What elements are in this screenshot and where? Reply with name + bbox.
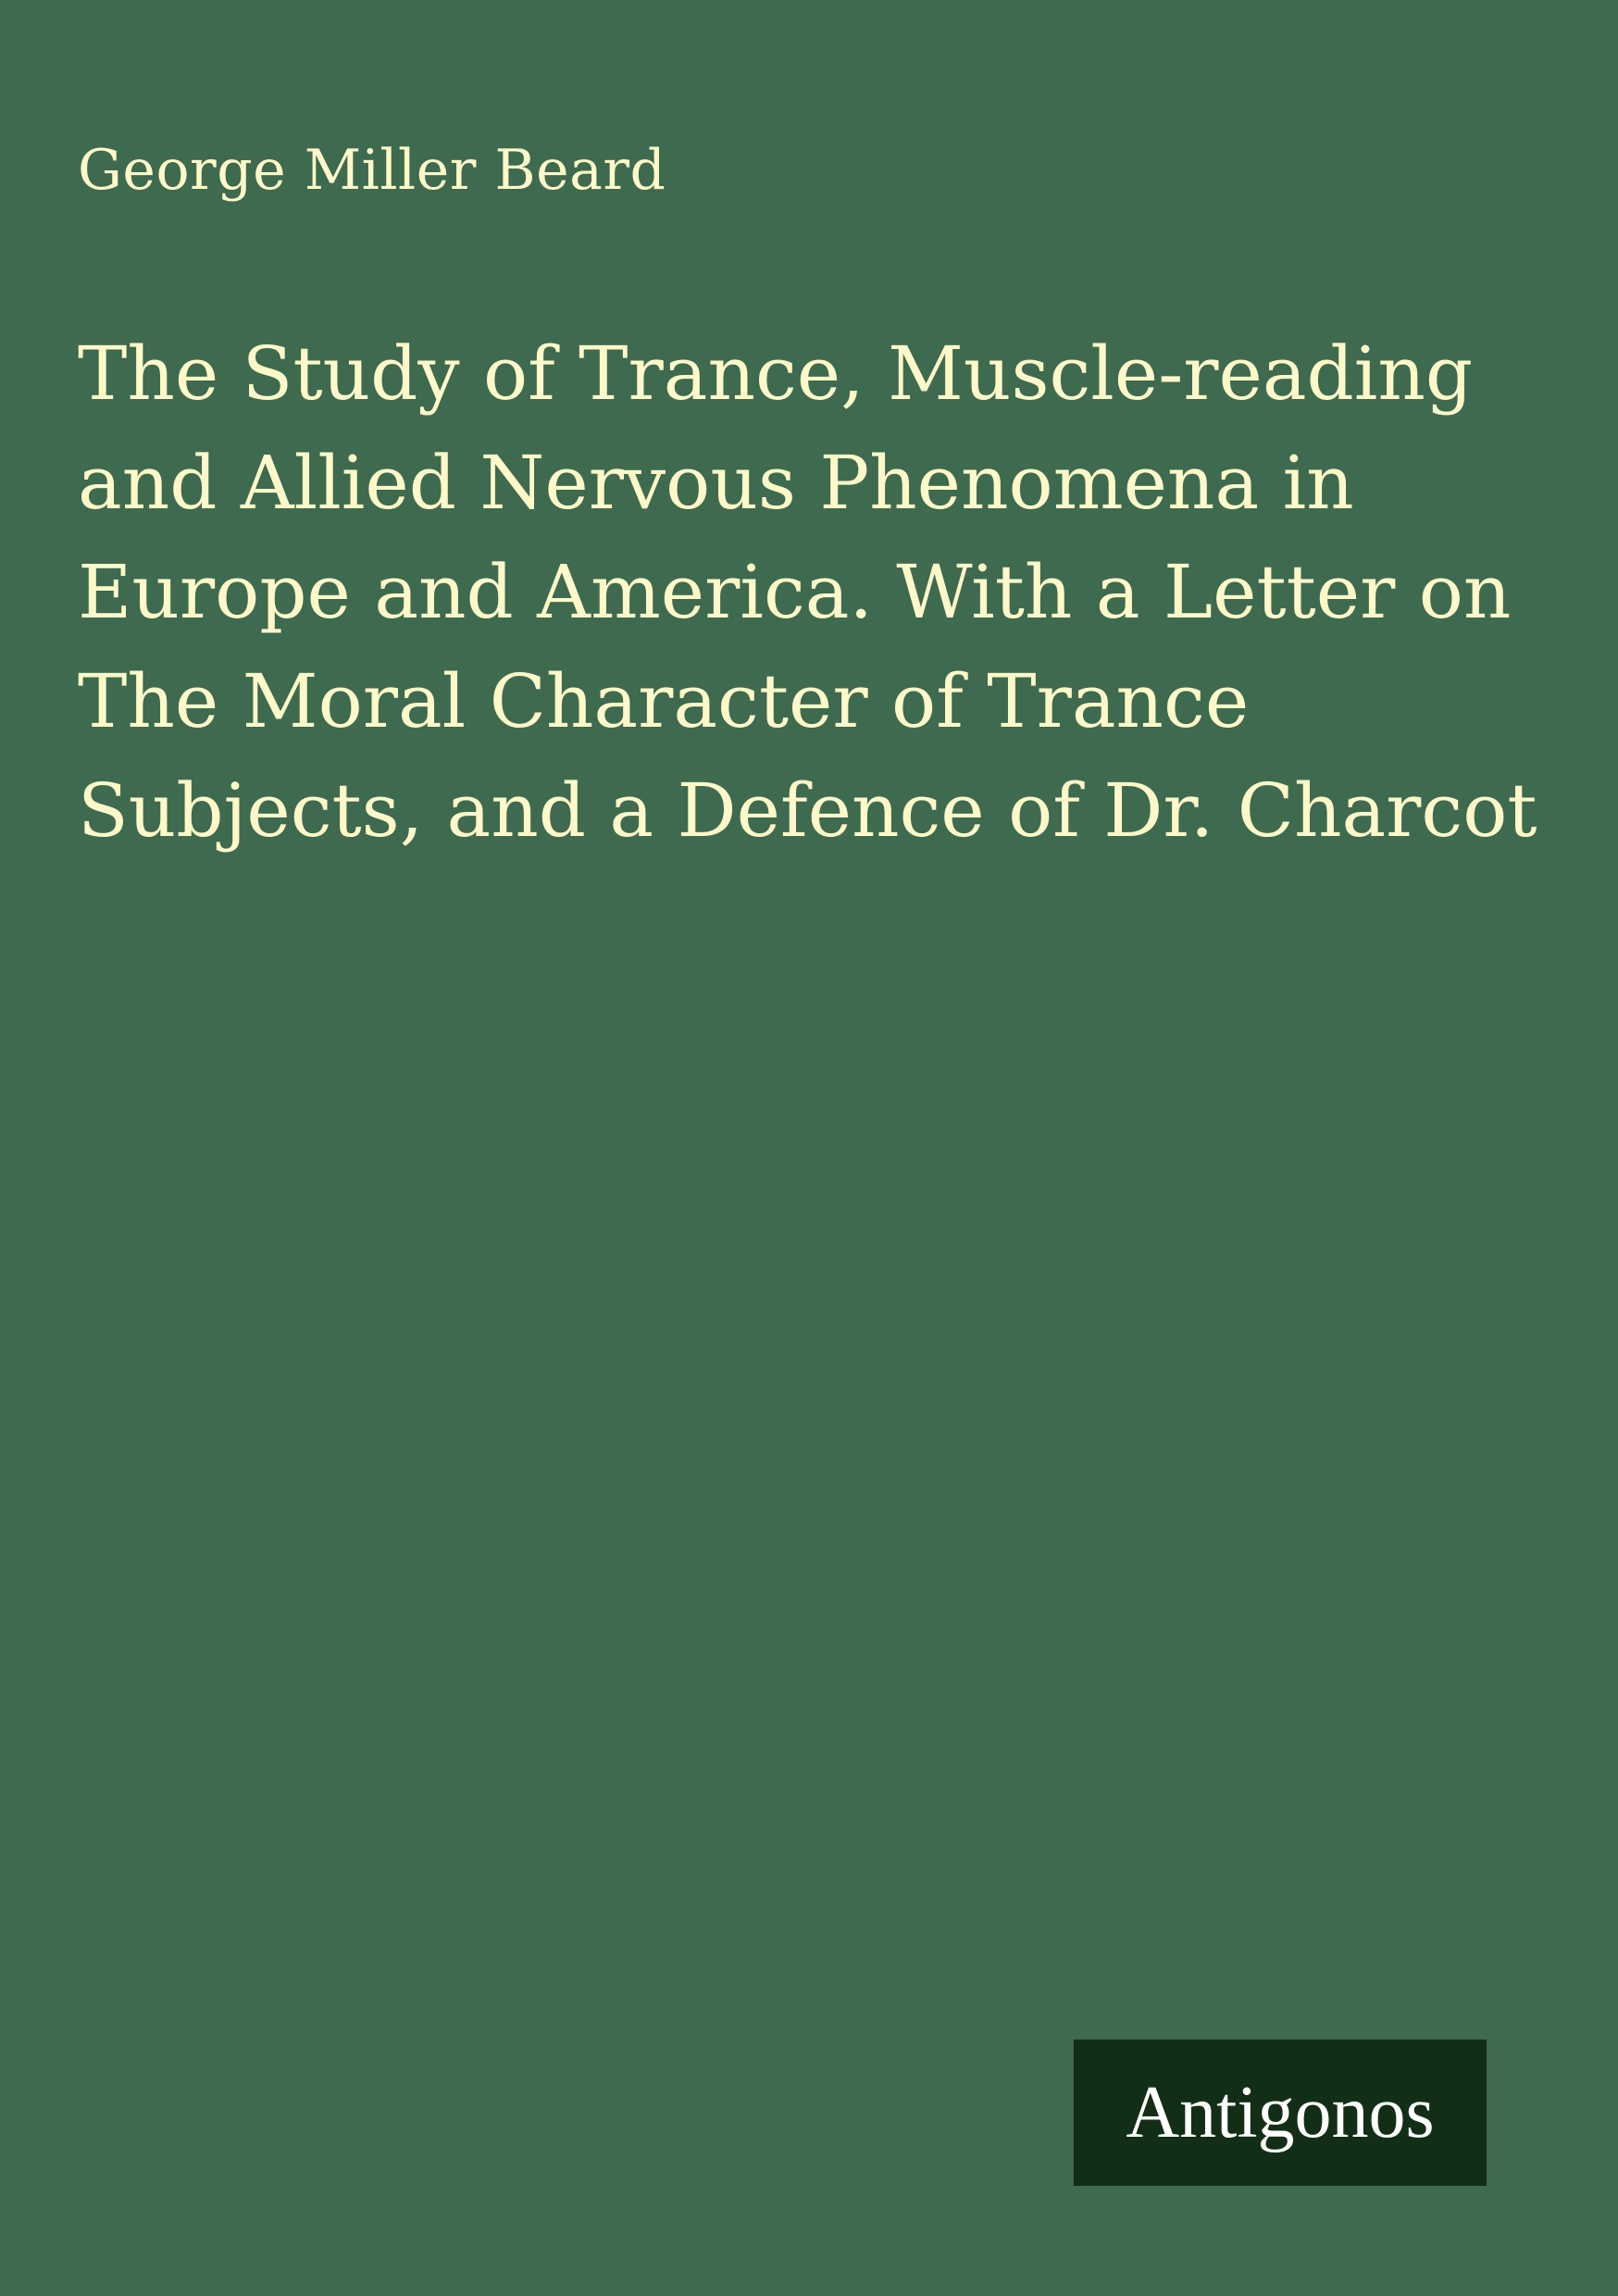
publisher-logo [1074, 2040, 1487, 2186]
title-line: and Allied Nervous Phenomena in [78, 440, 1354, 526]
title-line: The Moral Character of Trance [78, 658, 1250, 744]
title-line: Europe and America. With a Letter on [78, 549, 1512, 635]
title-line: Subjects, and a Defence of Dr. Charcot [78, 767, 1537, 854]
title-line: The Study of Trance, Muscle-reading [78, 331, 1474, 417]
book-title [78, 319, 1537, 866]
author-name: George Miller Beard [78, 138, 666, 203]
publisher-name: Antigonos [1126, 2071, 1435, 2153]
